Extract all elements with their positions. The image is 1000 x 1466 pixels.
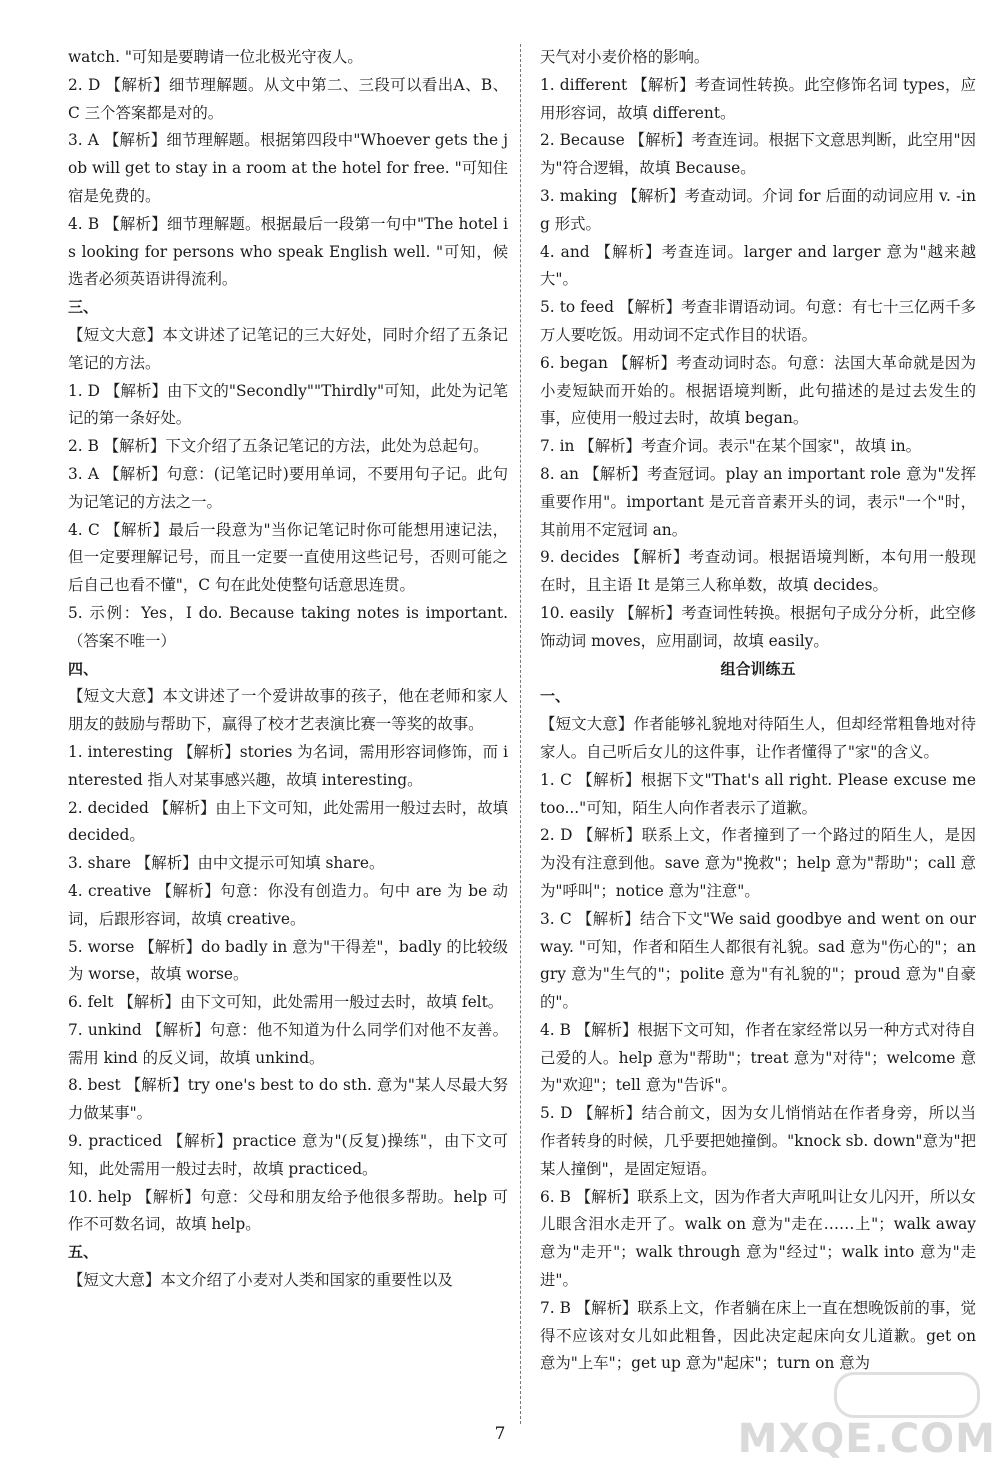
passage-summary: 【短文大意】本文讲述了记笔记的三大好处，同时介绍了五条记笔记的方法。 (68, 325, 508, 372)
answer-item: 7. in 【解析】考查介词。表示"在某个国家"，故填 in。 (540, 437, 922, 456)
answer-item: 7. unkind 【解析】句意：他不知道为什么同学们对他不友善。需用 kind 的反义词，故填 unkind。 (68, 1020, 508, 1067)
section-number: 一、 (540, 687, 571, 706)
answer-item: 3. A 【解析】细节理解题。根据第四段中"Whoever gets the job will get to stay in a room at the hotel for free. "可知住宿是免费的。 (68, 131, 508, 205)
answer-item: 3. C 【解析】结合下文"We said goodbye and went on our way. "可知，作者和陌生人都很有礼貌。sad 意为"伤心的"；angry 意为"生气的"；polite 意为"有礼貌的"；proud 意为"自豪的"。 (540, 909, 976, 1012)
watermark-logo (834, 1372, 980, 1418)
answer-item: 1. C 【解析】根据下文"That's all right. Please excuse me too..."可知，陌生人向作者表示了道歉。 (540, 770, 976, 817)
section-heading: 组合训练五 (720, 659, 796, 678)
section-number: 五、 (68, 1243, 99, 1262)
answer-item: 3. A 【解析】句意：(记笔记时)要用单词，不要用句子记。此句为记笔记的方法之一。 (68, 464, 508, 511)
section-number: 三、 (68, 298, 99, 317)
answer-item: 6. began 【解析】考查动词时态。句意：法国大革命就是因为小麦短缺而开始的。根据语境判断，此句描述的是过去发生的事，应使用一般过去时，故填 began。 (540, 353, 976, 428)
answer-item: 10. easily 【解析】考查词性转换。根据句子成分分析，此空修饰动词 moves，应用副词，故填 easily。 (540, 603, 976, 650)
answer-item: 4. B 【解析】细节理解题。根据最后一段第一句中"The hotel is looking for persons who speak English well. "可知，候选者必须英语讲得流利。 (68, 214, 508, 289)
answer-item: 2. D 【解析】细节理解题。从文中第二、三段可以看出A、B、C 三个答案都是对的。 (68, 75, 508, 122)
left-column (68, 44, 508, 1295)
passage-summary: 【短文大意】本文讲述了一个爱讲故事的孩子，他在老师和家人朋友的鼓励与帮助下，赢得了校才艺表演比赛一等奖的故事。 (68, 687, 508, 734)
answer-item: 2. Because 【解析】考查连词。根据下文意思判断，此空用"因为"符合逻辑，故填 Because。 (540, 131, 976, 178)
answer-item: 8. best 【解析】try one's best to do sth. 意为"某人尽最大努力做某事"。 (68, 1076, 508, 1123)
answer-item: 4. B 【解析】根据下文可知，作者在家经常以另一种方式对待自己爱的人。help 意为"帮助"；treat 意为"对待"；welcome 意为"欢迎"；tell 意为"告诉"。 (540, 1020, 976, 1095)
answer-item: 3. making 【解析】考查动词。介词 for 后面的动词应用 v. -ing 形式。 (540, 186, 976, 233)
answer-item: 9. practiced 【解析】practice 意为"(反复)操练"，由下文可知，此处需用一般过去时，故填 practiced。 (68, 1132, 508, 1178)
text-line: 天气对小麦价格的影响。 (540, 48, 710, 66)
section-number: 四、 (68, 659, 99, 678)
column-divider (520, 44, 522, 1424)
answer-item: 10. help 【解析】句意：父母和朋友给予他很多帮助。help 可作不可数名词，故填 help。 (68, 1187, 508, 1234)
answer-item: 5. D 【解析】结合前文，因为女儿悄悄站在作者身旁，所以当作者转身的时候，几乎要把她撞倒。"knock sb. down"意为"把某人撞倒"，是固定短语。 (540, 1104, 976, 1178)
answer-item: 6. felt 【解析】由下文可知，此处需用一般过去时，故填 felt。 (68, 993, 504, 1012)
answer-item: 9. decides 【解析】考查动词。根据语境判断，本句用一般现在时，且主语 It 是第三人称单数，故填 decides。 (540, 548, 976, 595)
watermark: MXQE.COM (737, 1416, 996, 1462)
answer-item: 1. different 【解析】考查词性转换。此空修饰名词 types，应用形容词，故填 different。 (540, 75, 976, 122)
answer-item: 8. an 【解析】考查冠词。play an important role 意为"发挥重要作用"。important 是元音音素开头的词，表示"一个"时，其前用不定冠词 an。 (540, 464, 976, 539)
answer-item: 5. to feed 【解析】考查非谓语动词。句意：有七十三亿两千多万人要吃饭。用动词不定式作目的状语。 (540, 298, 976, 344)
answer-item: 4. and 【解析】考查连词。larger and larger 意为"越来越大"。 (540, 242, 976, 289)
answer-item: 5. worse 【解析】do badly in 意为"干得差"，badly 的比较级为 worse，故填 worse。 (68, 937, 508, 984)
answer-item: 4. C 【解析】最后一段意为"当你记笔记时你可能想用速记法，但一定要理解记号，而且一定要一直使用这些记号，否则可能之后自己也看不懂"，C 句在此处使整句话意思连贯。 (68, 520, 508, 595)
answer-item: 2. B 【解析】下文介绍了五条记笔记的方法，此处为总起句。 (68, 437, 489, 456)
answer-item: 4. creative 【解析】句意：你没有创造力。句中 are 为 be 动词，后跟形容词，故填 creative。 (68, 881, 508, 928)
right-column (540, 44, 976, 1378)
answer-item: 5. 示例：Yes，I do. Because taking notes is important.（答案不唯一） (68, 603, 508, 650)
passage-summary: 【短文大意】作者能够礼貌地对待陌生人，但却经常粗鲁地对待家人。自己听后女儿的这件事，让作者懂得了"家"的含义。 (540, 715, 976, 761)
answer-item: 6. B 【解析】联系上文，因为作者大声吼叫让女儿闪开，所以女儿眼含泪水走开了。walk on 意为"走在……上"；walk away 意为"走开"；walk through 意为"经过"；walk into 意为"走进"。 (540, 1187, 976, 1290)
answer-item: 3. share 【解析】由中文提示可知填 share。 (68, 854, 385, 873)
page-number: 7 (494, 1424, 506, 1444)
answer-item: 2. D 【解析】联系上文，作者撞到了一个路过的陌生人，是因为没有注意到他。save 意为"挽救"；help 意为"帮助"；call 意为"呼叫"；notice 意为"注意"。 (540, 826, 976, 900)
answer-item: 1. D 【解析】由下文的"Secondly""Thirdly"可知，此处为记笔记的第一条好处。 (68, 381, 508, 428)
answer-item: 1. interesting 【解析】stories 为名词，需用形容词修饰，而 interested 指人对某事感兴趣，故填 interesting。 (68, 742, 508, 789)
passage-summary: 【短文大意】本文介绍了小麦对人类和国家的重要性以及 (68, 1271, 453, 1290)
answer-item: 7. B 【解析】联系上文，作者躺在床上一直在想晚饭前的事，觉得不应该对女儿如此粗鲁，因此决定起床向女儿道歉。get on 意为"上车"；get up 意为"起床"；turn on 意为 (540, 1298, 976, 1373)
answer-item: 2. decided 【解析】由上下文可知，此处需用一般过去时，故填 decided。 (68, 798, 508, 845)
text-line: watch. "可知是要聘请一位北极光守夜人。 (68, 48, 363, 66)
